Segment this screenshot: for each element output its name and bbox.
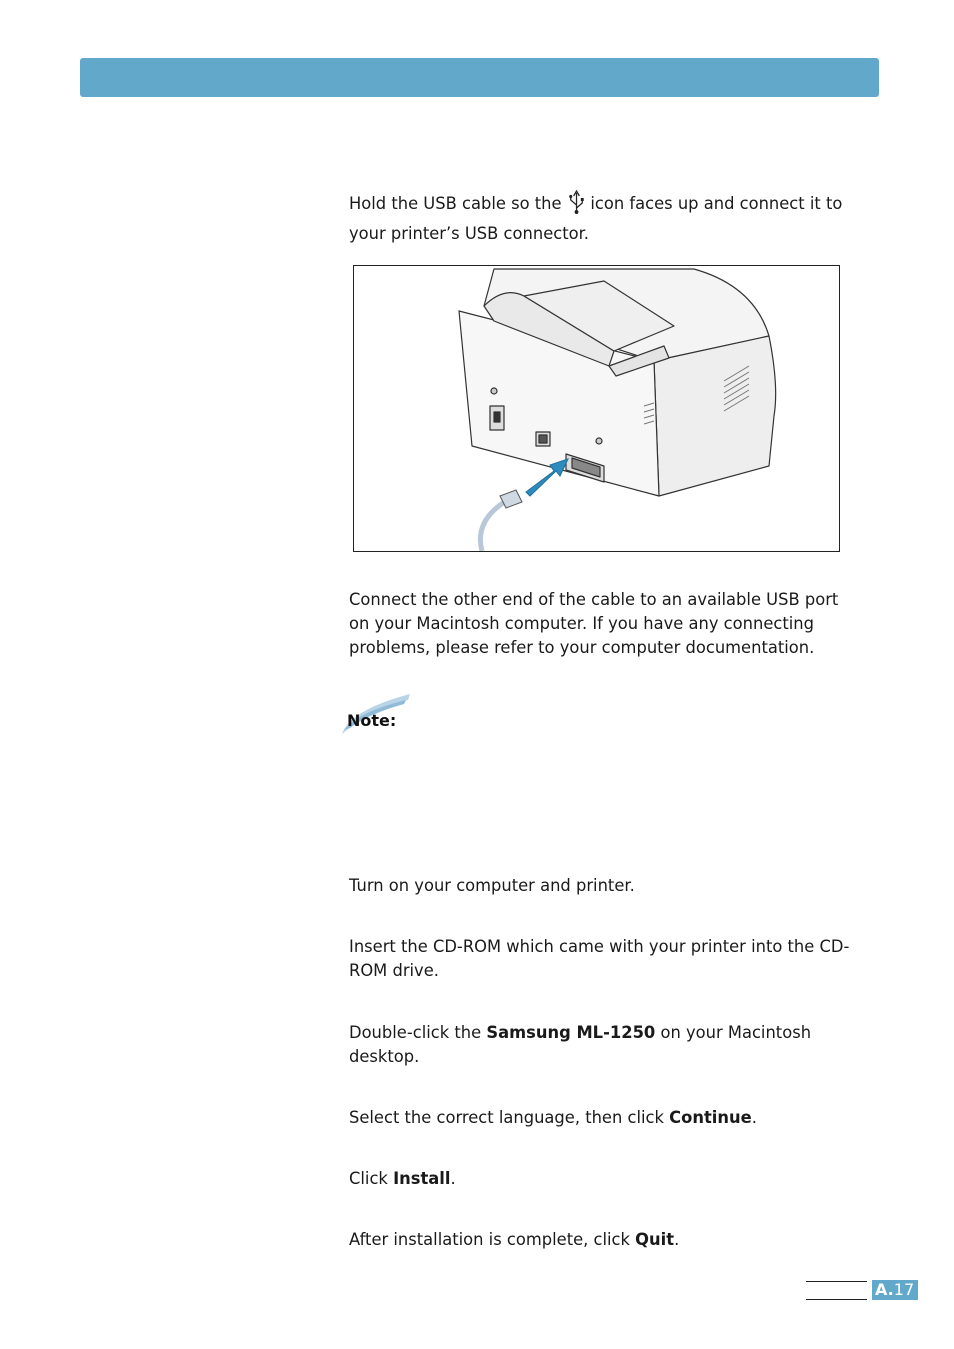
step-click-install: Click Install. <box>349 1169 456 1189</box>
footer-rule-top <box>806 1281 867 1282</box>
continue-label: Continue <box>669 1108 752 1128</box>
samsung-ml-1250-label: Samsung ML-1250 <box>486 1023 656 1043</box>
step-double-click: Double-click the Samsung ML-1250 on your Macintosh desktop. <box>349 1023 812 1067</box>
step-usb-hold-text-b: icon faces up and connect it to your printer’s USB connector. <box>349 194 843 244</box>
quit-label: Quit <box>635 1230 675 1250</box>
step-usb-hold <box>349 189 858 246</box>
step-usb-hold-text-a: Hold the USB cable so the <box>349 194 562 214</box>
step-select-language: Select the correct language, then click Continue. <box>349 1108 757 1128</box>
install-label: Install <box>393 1169 451 1189</box>
header-bar <box>80 58 879 97</box>
page-number-value: 17 <box>893 1280 915 1299</box>
step-click-quit: After installation is complete, click Quit. <box>349 1230 680 1250</box>
step-connect-other-end: Connect the other end of the cable to an available USB port on your Macintosh computer. If you have any connecting problems, please refer to your computer documentation. <box>349 590 839 658</box>
note-block <box>338 690 428 740</box>
usb-icon <box>567 189 586 222</box>
page-number-prefix: A. <box>875 1280 894 1299</box>
note-label: Note: <box>347 711 397 730</box>
page-number <box>872 1280 918 1300</box>
step-turn-on: Turn on your computer and printer. <box>349 876 635 896</box>
printer-usb-illustration <box>353 265 840 552</box>
step-insert-cd: Insert the CD-ROM which came with your printer into the CD-ROM drive. <box>349 937 850 981</box>
footer-rule-bottom <box>806 1299 867 1300</box>
